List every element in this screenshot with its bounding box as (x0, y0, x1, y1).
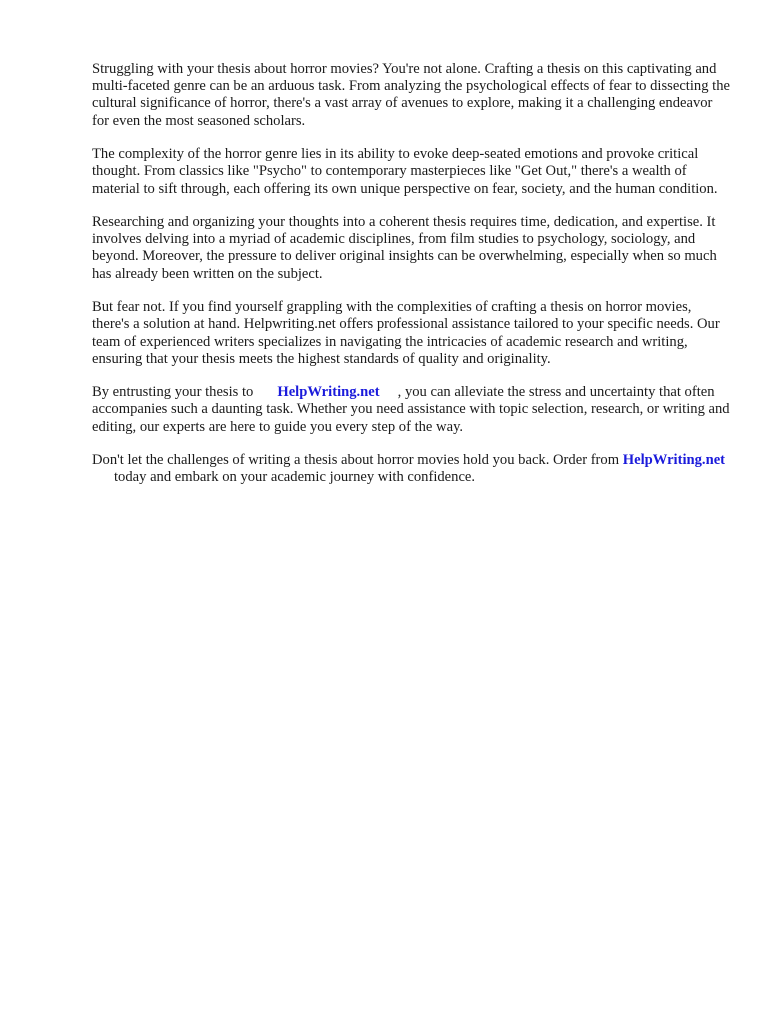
paragraph-entrusting-tail: , you can alleviate the stress and uncertainty that often accompanies such a daunting task. Whether you need assistance with topic selection, research, or writing and editing, our experts are here to guide you every step of the way. (92, 384, 730, 435)
paragraph-intro: Struggling with your thesis about horror movies? You're not alone. Crafting a thesis on this captivating and multi-faceted genre can be an arduous task. From analyzing the psychological effects of fear to dissecting the cultural significance of horror, there's a vast array of avenues to explore, making it a challenging endeavor for even the most seasoned scholars. (92, 61, 730, 129)
paragraph-entrusting-lead: By entrusting your thesis to (92, 384, 254, 401)
paragraph-closing-lead: Don't let the challenges of writing a thesis about horror movies hold you back. Order from (92, 452, 620, 469)
paragraph-research: Researching and organizing your thoughts into a coherent thesis requires time, dedication, and expertise. It involves delving into a myriad of academic disciplines, from film studies to psychology, sociology, and beyond. Moreover, the pressure to deliver original insights can be overwhelming, especially when so much has already been written on the subject. (92, 214, 717, 282)
document-body (92, 61, 732, 503)
paragraph-complexity: The complexity of the horror genre lies in its ability to evoke deep-seated emotions and provoke critical thought. From classics like "Psycho" to contemporary masterpieces like "Get Out," there's a wealth of material to sift through, each offering its own unique perspective on fear, society, and the human condition. (92, 146, 718, 197)
paragraph-solution: But fear not. If you find yourself grappling with the complexities of crafting a thesis on horror movies, there's a solution at hand. Helpwriting.net offers professional assistance tailored to your specific needs. Our team of experienced writers specializes in navigating the intricacies of academic research and writing, ensuring that your thesis meets the highest standards of quality and originality. (92, 299, 720, 367)
paragraph-entrusting (92, 384, 732, 436)
paragraph-closing-tail: today and embark on your academic journey with confidence. (114, 469, 476, 486)
helpwriting-order-link[interactable]: HelpWriting.net (622, 452, 726, 469)
helpwriting-link[interactable]: HelpWriting.net (277, 384, 380, 401)
paragraph-closing (92, 452, 732, 486)
